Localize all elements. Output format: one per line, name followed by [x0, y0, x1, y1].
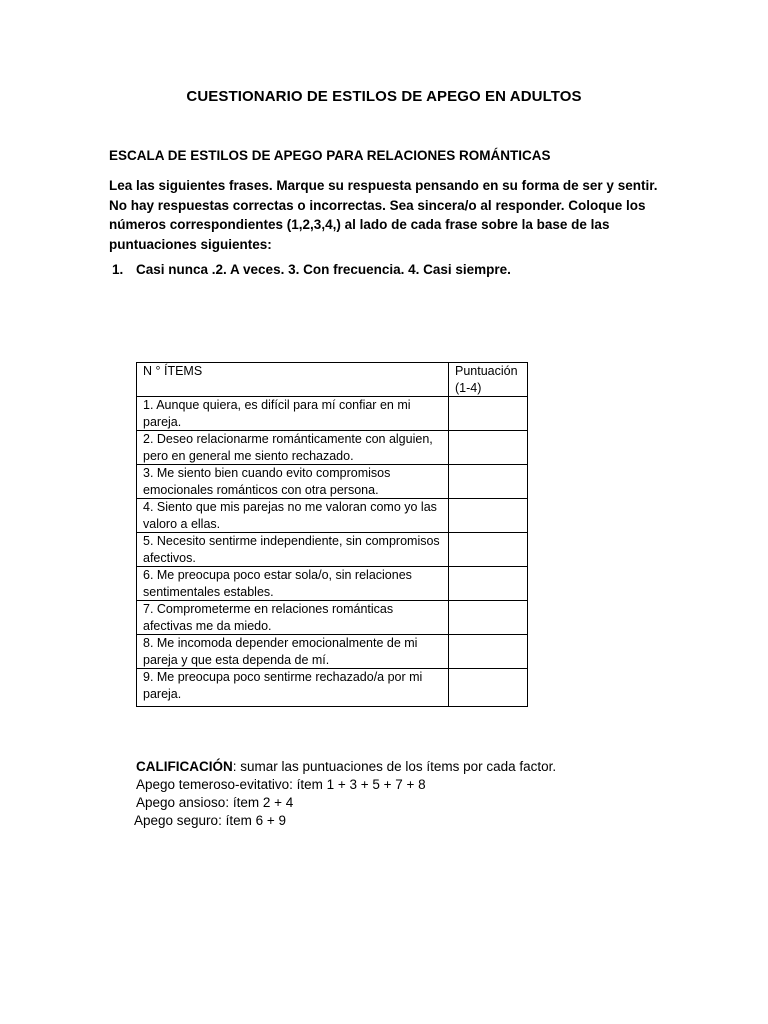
score-input-cell[interactable]: [449, 465, 528, 499]
table-row: [137, 465, 528, 499]
table-row: [137, 567, 528, 601]
table-row: [137, 601, 528, 635]
item-text-cell: 1. Aunque quiera, es difícil para mí confiar en mi pareja.: [137, 397, 449, 431]
item-text-cell: 2. Deseo relacionarme románticamente con alguien, pero en general me siento rechazado.: [137, 431, 449, 465]
score-input-cell[interactable]: [449, 635, 528, 669]
scoring-description: : sumar las puntuaciones de los ítems por cada factor.: [232, 759, 557, 774]
table-row: [137, 669, 528, 707]
scoring-line-secure: Apego seguro: ítem 6 + 9: [134, 813, 286, 828]
score-input-cell[interactable]: [449, 669, 528, 707]
score-input-cell[interactable]: [449, 567, 528, 601]
table-row: [137, 431, 528, 465]
scoring-line-anxious: Apego ansioso: ítem 2 + 4: [136, 795, 294, 810]
header-score-cell: Puntuación (1-4): [449, 363, 528, 397]
item-text-cell: 7. Comprometerme en relaciones románticas afectivas me da miedo.: [137, 601, 449, 635]
score-input-cell[interactable]: [449, 601, 528, 635]
table-row: [137, 635, 528, 669]
item-text-cell: 8. Me incomoda depender emocionalmente de mi pareja y que esta dependa de mí.: [137, 635, 449, 669]
score-input-cell[interactable]: [449, 499, 528, 533]
score-input-cell[interactable]: [449, 533, 528, 567]
item-text-cell: 4. Siento que mis parejas no me valoran como yo las valoro a ellas.: [137, 499, 449, 533]
instructions-paragraph: Lea las siguientes frases. Marque su respuesta pensando en su forma de ser y sentir. No hay respuestas correctas o incorrectas. Sea sincera/o al responder. Coloque los números correspondientes (1,2,3,4,) al lado de cada frase sobre la base de las puntuaciones siguientes:: [109, 178, 658, 252]
items-table: [136, 362, 528, 707]
scoring-line-fearful: Apego temeroso-evitativo: ítem 1 + 3 + 5 + 7 + 8: [136, 777, 426, 792]
score-input-cell[interactable]: [449, 431, 528, 465]
item-text-cell: 9. Me preocupa poco sentirme rechazado/a por mi pareja.: [137, 669, 449, 707]
scale-legend-text: Casi nunca .2. A veces. 3. Con frecuencia. 4. Casi siempre.: [136, 262, 511, 277]
scale-legend-number: 1.: [112, 262, 124, 277]
scale-subtitle: ESCALA DE ESTILOS DE APEGO PARA RELACIONES ROMÁNTICAS: [109, 148, 551, 163]
scoring-label: CALIFICACIÓN: [136, 759, 233, 774]
header-items-cell: N ° ÍTEMS: [137, 363, 449, 397]
scale-legend: [112, 262, 511, 277]
score-input-cell[interactable]: [449, 397, 528, 431]
document-title: CUESTIONARIO DE ESTILOS DE APEGO EN ADULTOS: [186, 88, 582, 105]
item-text-cell: 3. Me siento bien cuando evito compromisos emocionales románticos con otra persona.: [137, 465, 449, 499]
scoring-header: [136, 758, 556, 776]
table-row: [137, 533, 528, 567]
item-text-cell: 6. Me preocupa poco estar sola/o, sin relaciones sentimentales estables.: [137, 567, 449, 601]
table-header-row: [137, 363, 528, 397]
item-text-cell: 5. Necesito sentirme independiente, sin compromisos afectivos.: [137, 533, 449, 567]
table-row: [137, 397, 528, 431]
scoring-section: [136, 758, 556, 830]
table-row: [137, 499, 528, 533]
